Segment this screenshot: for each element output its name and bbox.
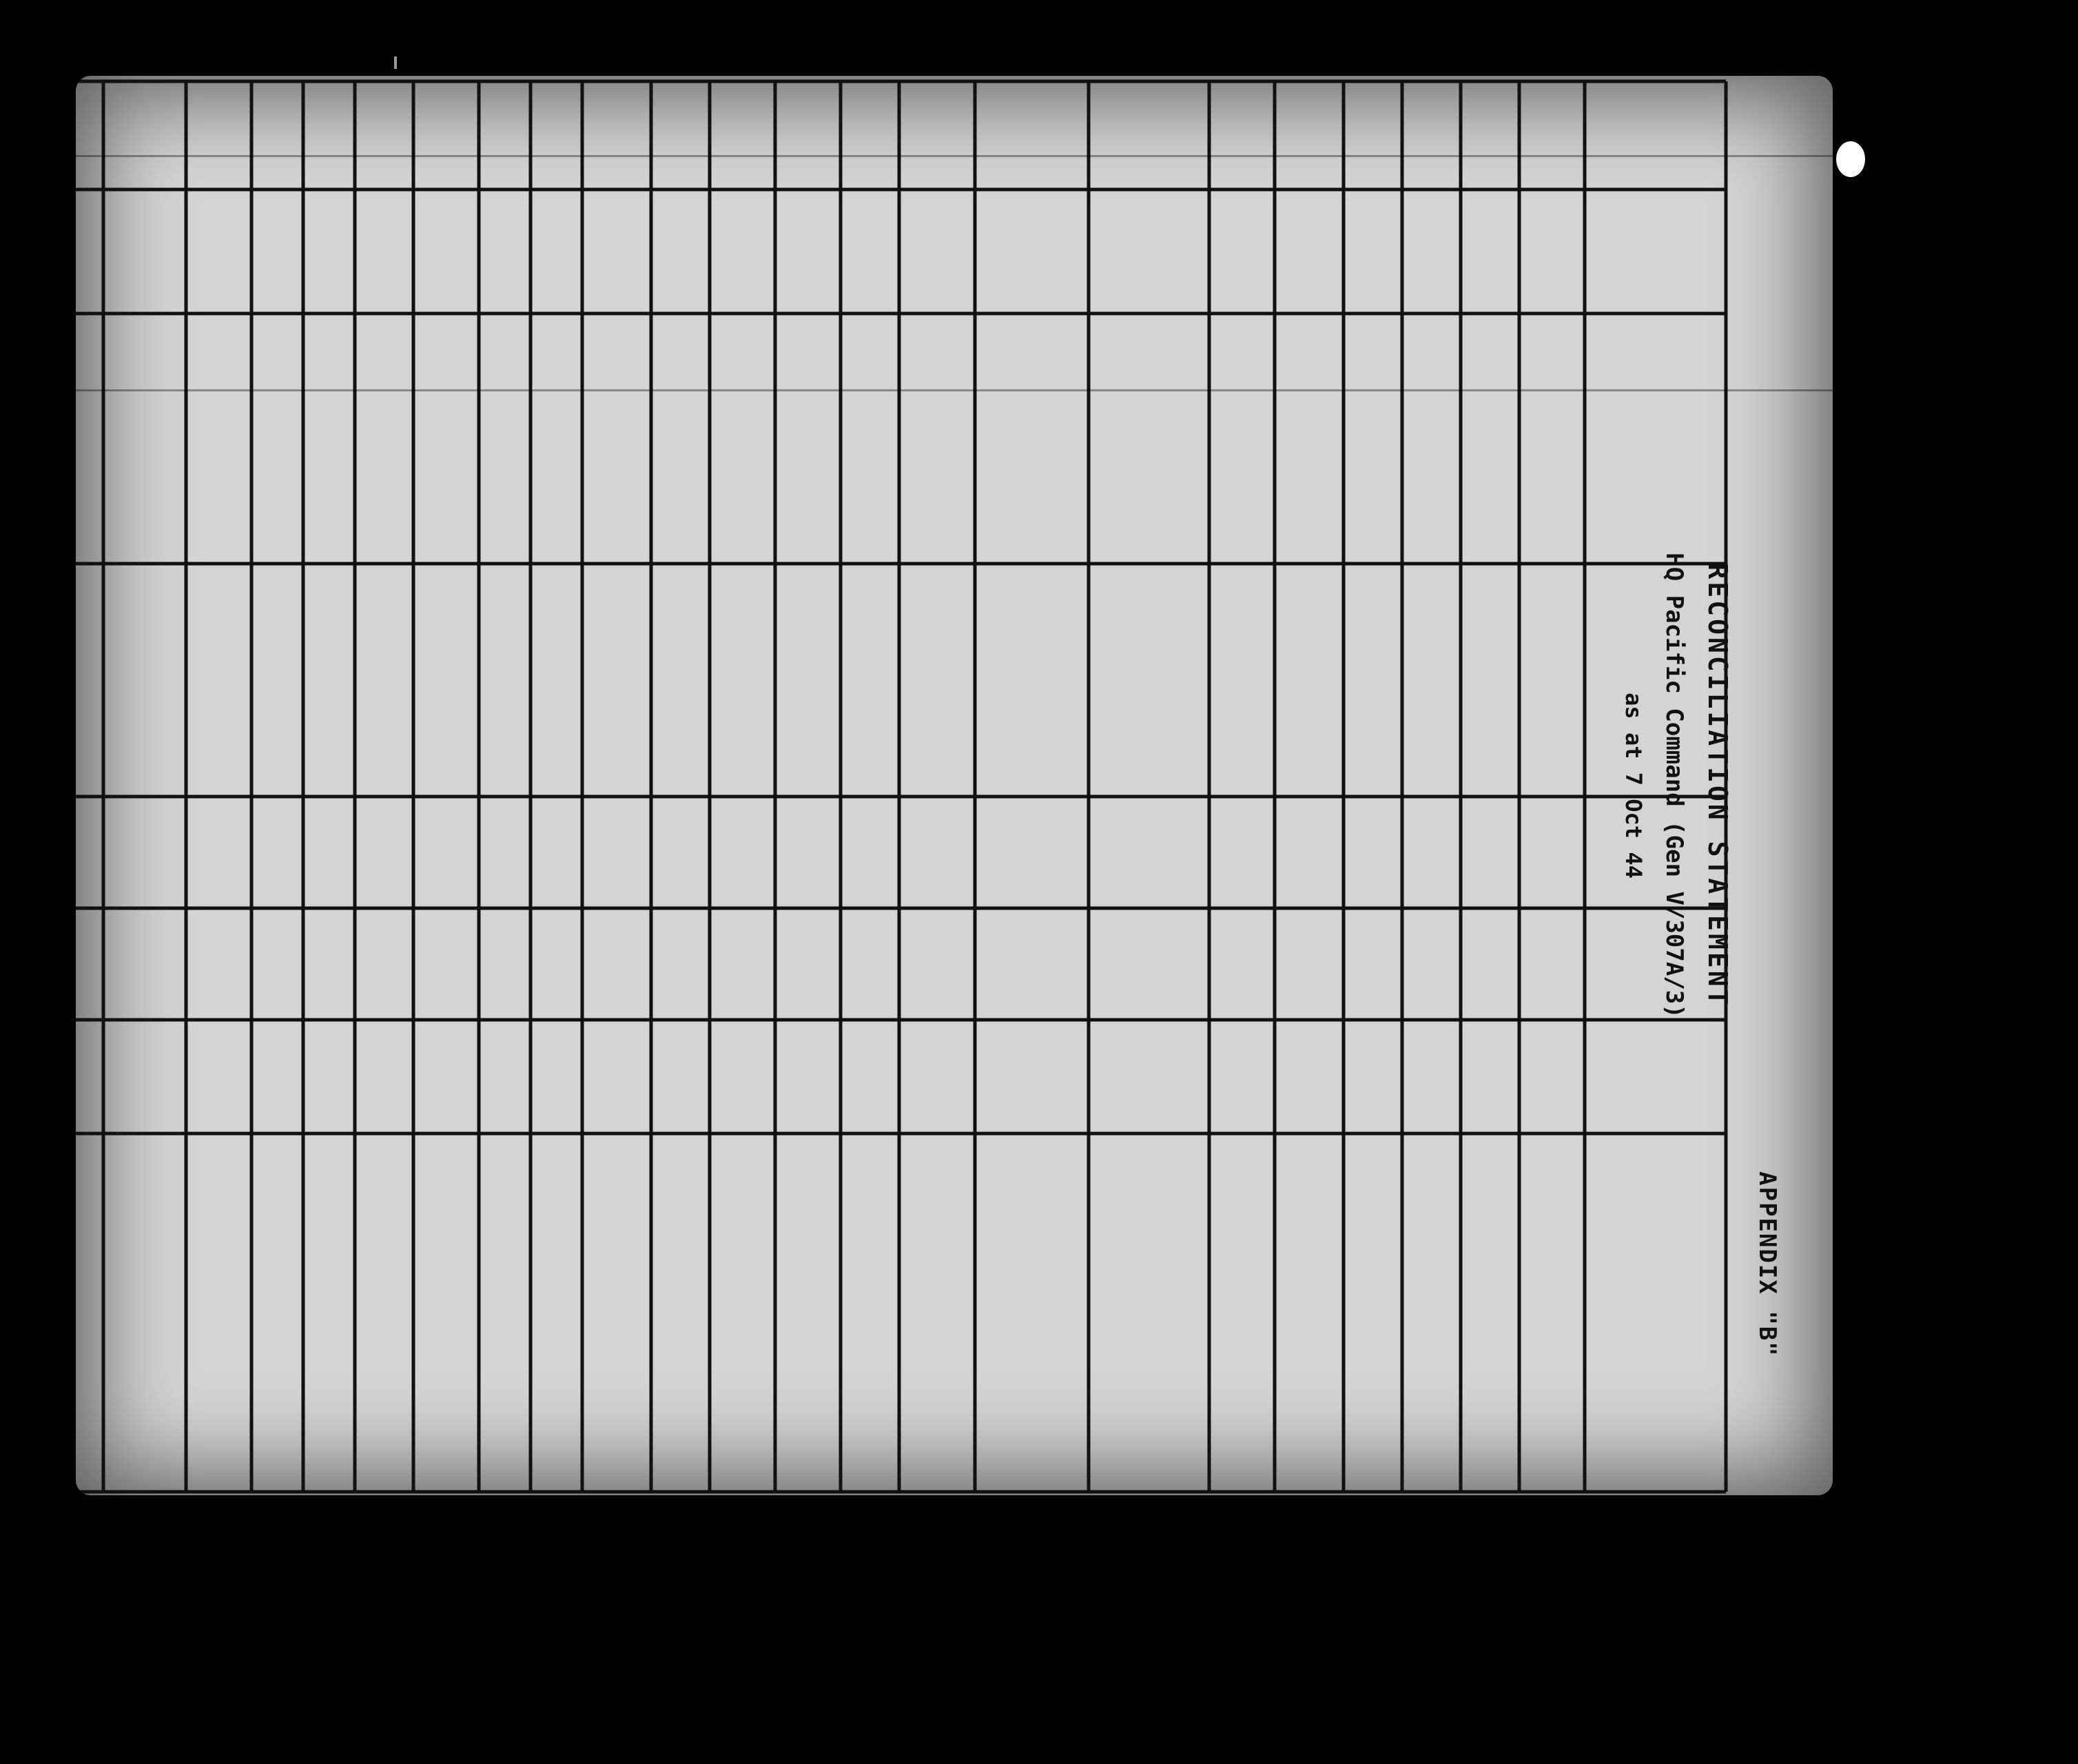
cell-ors <box>1344 911 1395 1017</box>
cell-we-action <box>1209 327 1268 550</box>
cell-serial <box>975 84 1082 206</box>
cell-app-a-serial <box>841 192 892 311</box>
cell-ors <box>1461 911 1512 1017</box>
column-header <box>1585 1020 1705 1134</box>
cell-ors <box>710 911 768 1017</box>
cell-offrs <box>413 799 472 905</box>
cell-ors <box>355 911 407 1017</box>
cell-app-a-serial <box>1402 192 1454 311</box>
cell-detail <box>355 1147 407 1478</box>
cell-serial <box>1402 84 1454 206</box>
cell-detail <box>841 1147 892 1478</box>
cell-notified <box>186 577 245 783</box>
cell-offrs <box>1519 799 1578 905</box>
cell-offrs <box>103 799 179 905</box>
cell-detail <box>582 1147 644 1478</box>
cell-notified <box>775 577 834 783</box>
cell-ors <box>1275 911 1337 1017</box>
cell-we-action <box>1344 327 1395 550</box>
subtotal-offrs <box>76 799 91 905</box>
cell-serial <box>899 84 968 206</box>
cell-we-action <box>899 327 968 550</box>
cell-serial <box>1344 84 1395 206</box>
cell-notified <box>479 577 524 783</box>
cell-ors <box>975 911 1082 1017</box>
cell-serial <box>582 84 644 206</box>
subtotal-ors <box>76 911 91 1017</box>
cell-offrs <box>186 799 245 905</box>
cell-offrs <box>775 799 834 905</box>
cell-we-action <box>1461 327 1512 550</box>
cell-notified <box>841 577 892 783</box>
cell-detail <box>479 1147 524 1478</box>
total-offrs <box>525 799 570 905</box>
total-label <box>525 95 570 783</box>
cell-ors <box>1209 911 1268 1017</box>
cell-detail <box>1461 1147 1512 1478</box>
cell-total <box>355 1023 407 1131</box>
cell-notified <box>899 577 968 783</box>
cell-app-a-serial <box>186 192 245 311</box>
cell-total <box>303 1023 348 1131</box>
cell-total <box>710 1023 768 1131</box>
cell-notified <box>582 577 644 783</box>
total-total <box>525 1023 570 1131</box>
cell-app-a-serial <box>355 192 407 311</box>
cell-total <box>1461 1023 1512 1131</box>
scan-fold-line <box>76 155 1833 157</box>
cell-serial <box>1209 84 1268 206</box>
cell-notified <box>103 577 179 783</box>
cell-notified <box>355 577 407 783</box>
total-label <box>246 95 291 783</box>
rotated-scan <box>76 76 1833 1495</box>
cell-total <box>1519 1023 1578 1131</box>
cell-ors <box>1089 911 1202 1017</box>
punch-hole <box>1836 141 1865 177</box>
cell-total <box>186 1023 245 1131</box>
total-offrs <box>246 799 291 905</box>
column-header <box>1585 908 1705 1020</box>
cell-ors <box>775 911 834 1017</box>
reconciliation-document <box>76 76 1833 1495</box>
cell-total <box>651 1023 703 1131</box>
cell-detail <box>1275 1147 1337 1478</box>
cell-detail <box>186 1147 245 1478</box>
cell-notified <box>975 577 1082 783</box>
cell-total <box>1089 1023 1202 1131</box>
document-subtitle: HQ Pacific Command (Gen V/307A/3) <box>1660 553 1688 1018</box>
cell-offrs <box>303 799 348 905</box>
cell-detail <box>303 1147 348 1478</box>
cell-offrs <box>975 799 1082 905</box>
cell-total <box>1344 1023 1395 1131</box>
cell-detail <box>975 1147 1082 1478</box>
cell-detail <box>899 1147 968 1478</box>
cell-we-action <box>841 327 892 550</box>
cell-detail <box>1402 1147 1454 1478</box>
cell-detail <box>1344 1147 1395 1478</box>
cell-ors <box>841 911 892 1017</box>
cell-serial <box>479 84 524 206</box>
cell-offrs <box>1344 799 1395 905</box>
cell-app-a-serial <box>1344 192 1395 311</box>
cell-notified <box>1461 577 1512 783</box>
cell-ors <box>1519 911 1578 1017</box>
cell-offrs <box>582 799 644 905</box>
cell-notified <box>651 577 703 783</box>
cell-app-a-serial <box>582 192 644 311</box>
column-header <box>1585 1134 1705 1492</box>
cell-ors <box>103 911 179 1017</box>
cell-ors <box>1402 911 1454 1017</box>
cell-detail <box>775 1147 834 1478</box>
cell-total <box>1402 1023 1454 1131</box>
cell-serial <box>775 84 834 206</box>
cell-we-action <box>479 327 524 550</box>
column-header <box>1585 314 1705 564</box>
cell-we-action <box>1089 327 1202 550</box>
cell-serial <box>710 84 768 206</box>
scan-mark <box>394 57 397 69</box>
cell-offrs <box>479 799 524 905</box>
cell-notified <box>710 577 768 783</box>
cell-total <box>582 1023 644 1131</box>
cell-app-a-serial <box>775 192 834 311</box>
subtotal-total <box>76 1023 91 1131</box>
cell-detail <box>651 1147 703 1478</box>
cell-serial <box>103 84 179 206</box>
cell-offrs <box>1209 799 1268 905</box>
cell-total <box>1275 1023 1337 1131</box>
cell-ors <box>479 911 524 1017</box>
cell-ors <box>651 911 703 1017</box>
cell-notified <box>1275 577 1337 783</box>
as-at-date: as at 7 Oct 44 <box>1621 693 1647 879</box>
appendix-label: APPENDIX "B" <box>1753 1171 1781 1357</box>
cell-total <box>413 1023 472 1131</box>
cell-app-a-serial <box>651 192 703 311</box>
cell-detail <box>1209 1147 1268 1478</box>
cell-offrs <box>841 799 892 905</box>
cell-app-a-serial <box>479 192 524 311</box>
total-total <box>246 1023 291 1131</box>
cell-app-a-serial <box>1461 192 1512 311</box>
column-header <box>1585 564 1705 797</box>
document-page <box>76 76 1833 1495</box>
cell-serial <box>841 84 892 206</box>
cell-offrs <box>899 799 968 905</box>
cell-ors <box>186 911 245 1017</box>
cell-serial <box>355 84 407 206</box>
cell-ors <box>899 911 968 1017</box>
cell-notified <box>303 577 348 783</box>
cell-total <box>103 1023 179 1131</box>
cell-offrs <box>710 799 768 905</box>
cell-app-a-serial <box>1275 192 1337 311</box>
cell-app-a-serial <box>303 192 348 311</box>
cell-offrs <box>651 799 703 905</box>
cell-detail <box>1089 1147 1202 1478</box>
cell-app-a-serial <box>975 192 1082 311</box>
cell-notified <box>1402 577 1454 783</box>
cell-we-action <box>1402 327 1454 550</box>
cell-offrs <box>1402 799 1454 905</box>
cell-we-action <box>303 327 348 550</box>
cell-we-action <box>1275 327 1337 550</box>
total-ors <box>525 911 570 1017</box>
cell-total <box>841 1023 892 1131</box>
cell-we-action <box>413 327 472 550</box>
cell-offrs <box>1275 799 1337 905</box>
cell-we-action <box>103 327 179 550</box>
cell-app-a-serial <box>103 192 179 311</box>
cell-we-action <box>582 327 644 550</box>
document-title: RECONCILIATION STATEMENT <box>1702 563 1733 1008</box>
cell-we-action <box>775 327 834 550</box>
cell-we-action <box>975 327 1082 550</box>
cell-notified <box>1209 577 1268 783</box>
cell-serial <box>1275 84 1337 206</box>
cell-offrs <box>355 799 407 905</box>
cell-offrs <box>1089 799 1202 905</box>
cell-offrs <box>1461 799 1512 905</box>
cell-total <box>975 1023 1082 1131</box>
cell-ors <box>582 911 644 1017</box>
cell-serial <box>1519 84 1578 206</box>
cell-notified <box>413 577 472 783</box>
cell-notified <box>1519 577 1578 783</box>
cell-serial <box>1089 84 1202 206</box>
cell-detail <box>413 1147 472 1478</box>
cell-app-a-serial <box>413 192 472 311</box>
cell-we-action <box>651 327 703 550</box>
cell-app-a-serial <box>1519 192 1578 311</box>
cell-we-action <box>355 327 407 550</box>
cell-ors <box>303 911 348 1017</box>
cell-ors <box>413 911 472 1017</box>
cell-serial <box>303 84 348 206</box>
cell-we-action <box>1519 327 1578 550</box>
cell-app-a-serial <box>1089 192 1202 311</box>
column-header <box>1585 189 1705 314</box>
cell-app-a-serial <box>710 192 768 311</box>
cell-app-a-serial <box>1209 192 1268 311</box>
cell-total <box>479 1023 524 1131</box>
cell-detail <box>103 1147 179 1478</box>
cell-serial <box>186 84 245 206</box>
cell-notified <box>1344 577 1395 783</box>
cell-total <box>775 1023 834 1131</box>
column-header <box>1585 81 1705 207</box>
cell-serial <box>651 84 703 206</box>
cell-we-action <box>186 327 245 550</box>
cell-app-a-serial <box>899 192 968 311</box>
cell-notified <box>1089 577 1202 783</box>
cell-total <box>899 1023 968 1131</box>
cell-detail <box>1519 1147 1578 1478</box>
cell-total <box>1209 1023 1268 1131</box>
scan-fold-line <box>76 389 1833 391</box>
cell-detail <box>710 1147 768 1478</box>
cell-serial <box>413 84 472 206</box>
cell-we-action <box>710 327 768 550</box>
column-header <box>1585 797 1705 908</box>
cell-serial <box>1461 84 1512 206</box>
total-ors <box>246 911 291 1017</box>
